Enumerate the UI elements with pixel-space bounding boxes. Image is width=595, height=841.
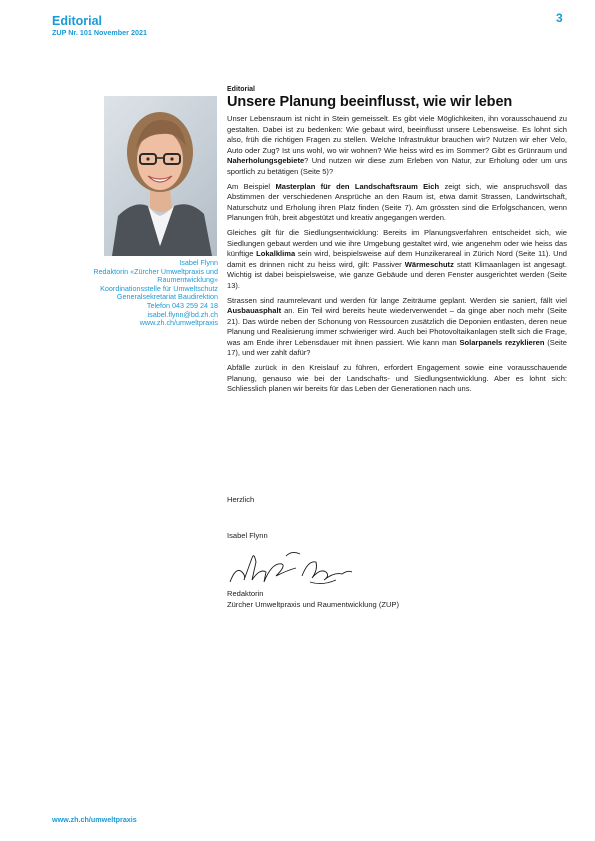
footer-website-link[interactable]: www.zh.ch/umweltpraxis bbox=[52, 815, 137, 824]
highlighted-term: Masterplan für den Landschaftsraum Eich bbox=[275, 181, 440, 191]
article-paragraph bbox=[227, 363, 567, 395]
paragraph-text: Strassen sind raumrelevant und werden für lange Zeiträume geplant. Werden sie saniert, fällt viel bbox=[227, 295, 567, 305]
author-caption bbox=[40, 259, 218, 328]
caption-phone: Telefon 043 259 24 18 bbox=[146, 300, 218, 310]
highlighted-term: Ausbauasphalt bbox=[227, 306, 282, 315]
author-portrait bbox=[104, 96, 217, 256]
signer-name: Isabel Flynn bbox=[227, 531, 268, 540]
caption-department: Koordinationsstelle für Umweltschutz bbox=[100, 283, 218, 293]
caption-name: Isabel Flynn bbox=[179, 258, 218, 267]
article-headline: Unsere Planung beeinflusst, wie wir leben bbox=[227, 94, 513, 110]
caption-office: Generalsekretariat Baudirektion bbox=[116, 292, 218, 302]
paragraph-text: Am Beispiel bbox=[227, 181, 276, 191]
article-paragraph bbox=[227, 182, 567, 224]
highlighted-term: Solarpanels rezyklieren bbox=[459, 337, 545, 347]
handwritten-signature bbox=[226, 542, 356, 588]
paragraph-text: (Seite 17), und wer zahlt dafür? bbox=[227, 337, 567, 357]
caption-website-link[interactable]: www.zh.ch/umweltpraxis bbox=[139, 318, 218, 328]
article-paragraph bbox=[227, 228, 567, 291]
paragraph-text: Unser Lebensraum ist nicht in Stein gemeisselt. Es gibt viele Möglichkeiten, ihn vorausschauend zu gestalten. Dabei ist zu bedenken: Wie gebaut wird, beeinflusst unsere Lebensweise. Es lohnt sich also, früh die richtigen Fragen zu stellen. Welche Infrastruktur brauchen wir? Nutzen wir eher Velo, Auto oder Zug? Ist uns wohl, wo wir wohnen? Wie heiss wird es im Sommer? Gibt es Grünraum und bbox=[227, 114, 567, 155]
paragraph-text: sein wird, beispielsweise auf dem Hunzikerareal in Zürich Nord (Seite 11). Und damit es drinnen nicht zu heiss wird, gilt: Passiver bbox=[227, 249, 567, 269]
signer-role: Redaktorin bbox=[227, 589, 264, 598]
paragraph-text: Abfälle zurück in den Kreislauf zu führen, erfordert Engagement sowie eine vorausschauende Planung, genauso wie bei der Landschafts- und Siedlungsentwicklung. Aber es lohnt sich: Schliesslich planen wir bereits für das Leben der Generationen nach uns. bbox=[227, 363, 567, 393]
caption-role: Redaktorin «Zürcher Umweltpraxis und bbox=[93, 266, 218, 276]
paragraph-text: statt Klimaanlagen ist angesagt. Wichtig ist dabei beispielsweise, wie ganze Gebäude und deren Fenster ausgerichtet werden (Seite 13). bbox=[227, 259, 568, 290]
paragraph-text: zeigt sich, wie anspruchsvoll das Abstimmen der verschiedenen Ansprüche an den Raum ist, etwa damit Strassen, Landwirtschaft, Naturschutz und Erholung ihren Platz finden (Seite 7). Am grössten sind die Erfolgschancen, wenn Planungen früh, breit abgestützt und kreativ angegangen werden. bbox=[227, 181, 567, 222]
paragraph-text: ? Und nutzen wir diese zum Erleben von Natur, zur Erholung oder um uns sportlich zu betätigen (Seite 5)? bbox=[227, 156, 567, 176]
article-kicker: Editorial bbox=[227, 86, 256, 93]
highlighted-term: Lokalklima bbox=[256, 249, 296, 258]
caption-email-link[interactable]: isabel.flynn@bd.zh.ch bbox=[147, 309, 218, 319]
paragraph-text: Gleiches gilt für die Siedlungsentwicklung: Bereits im Planungsverfahren entscheidet sich, wie Siedlungen gebaut werden und wie ihre Umgebung gestaltet wird, wie angenehm oder wie heiss das künftige bbox=[227, 228, 567, 258]
issue-line: ZUP Nr. 101 November 2021 bbox=[52, 28, 147, 37]
article-body bbox=[227, 114, 567, 399]
closing-greeting: Herzlich bbox=[227, 495, 255, 504]
signer-organisation: Zürcher Umweltpraxis und Raumentwicklung (ZUP) bbox=[227, 600, 399, 609]
section-title: Editorial bbox=[52, 14, 103, 28]
article-paragraph bbox=[227, 114, 567, 177]
highlighted-term: Wärmeschutz bbox=[404, 259, 454, 269]
page-number: 3 bbox=[556, 11, 563, 25]
highlighted-term: Naherholungsgebiete bbox=[227, 156, 305, 165]
paragraph-text: an. Ein Teil wird bereits heute wiederverwendet – da ginge aber noch mehr (Seite 21). Das würde neben der Schonung von Ressourcen zusätzlich die Deponien entlasten, deren neue Planung und Realisierung immer schwieriger wird. Auch bei Photovoltaikanlagen stellt sich die Frage, was am Ende ihrer Lebensdauer mit ihnen passiert. Wie kann man bbox=[227, 306, 567, 347]
article-paragraph bbox=[227, 296, 567, 359]
caption-role-cont: Raumentwicklung» bbox=[157, 275, 218, 285]
